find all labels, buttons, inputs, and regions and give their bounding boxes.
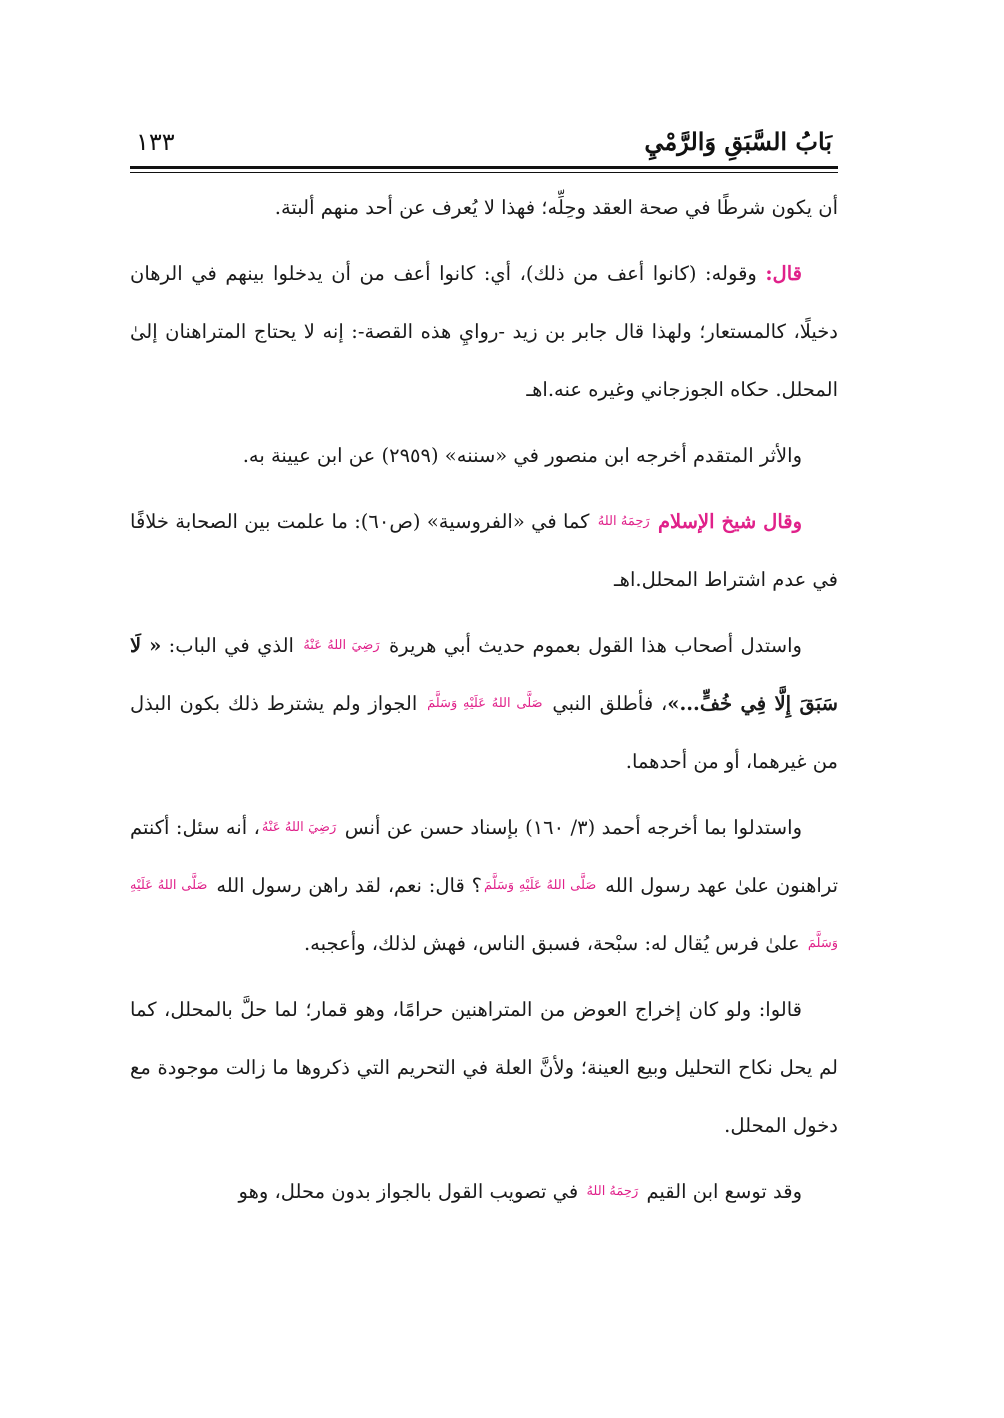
paragraph-text: علىٰ فرس يُقال له: سبْحة، فسبق الناس، فهش لذلك، وأعجبه. [303, 932, 806, 955]
page-body [130, 179, 838, 1221]
paragraph-istidlal-1 [130, 617, 838, 791]
honorific-glyph: رَضِيَ اللهُ عَنْهُ [261, 820, 337, 835]
paragraph-text: الذي في الباب: [161, 634, 302, 657]
paragraph-text: ؟ قال: نعم، لقد راهن رسول الله [216, 874, 482, 897]
page-header [130, 110, 838, 156]
header-rule-thin [130, 172, 838, 173]
paragraph-qala [130, 245, 838, 419]
paragraph-text: والأثر المتقدم أخرجه ابن منصور في «سننه» (٢٩٥٩) عن ابن عيينة به. [242, 444, 802, 467]
paragraph-text: كما في «الفروسية» (ص٦٠): ما علمت بين الصحابة خلافًا في عدم اشتراط المحلل.اهـ [130, 510, 838, 591]
document-page [130, 110, 838, 1229]
page-number: ١٣٣ [136, 128, 175, 156]
paragraph-shaykh-islam [130, 493, 838, 609]
paragraph-text: في تصويب القول بالجواز بدون محلل، وهو [238, 1180, 585, 1203]
paragraph-athar [130, 427, 838, 485]
paragraph-qalu [130, 981, 838, 1155]
honorific-glyph: صَلَّى اللهُ عَلَيْهِ وَسَلَّمَ [483, 878, 597, 893]
paragraph-istidlal-2 [130, 799, 838, 973]
paragraph-text: وقد توسع ابن القيم [646, 1180, 802, 1203]
honorific-glyph: رَحِمَهُ اللهُ [597, 514, 650, 529]
paragraph-text: ، أنه سئل: أكنتم تراهنون علىٰ عهد رسول الله [130, 816, 839, 897]
paragraph-text: وقوله: (كانوا أعف من ذلك)، أي: كانوا أعف من أن يدخلوا بينهم في الرهان دخيلًا، كالمستعار؛ ولهذا قال جابر بن زيد -روايِ هذه القصة-: إنه لا يحتاج المتراهنان إلىٰ المحلل. حكاه الجوزجاني وغيره عنه.اهـ [130, 262, 838, 401]
honorific-glyph: صَلَّى اللهُ عَلَيْهِ وَسَلَّمَ [427, 696, 543, 711]
paragraph-text: واستدل أصحاب هذا القول بعموم حديث أبي هريرة [388, 634, 802, 657]
paragraph-text: أن يكون شرطًا في صحة العقد وحِلِّه؛ فهذا لا يُعرف عن أحد منهم ألبتة. [274, 196, 838, 219]
paragraph-text: واستدلوا بما أخرجه أحمد (٣/ ١٦٠) بإسناد حسن عن أنس [344, 816, 802, 839]
honorific-glyph: رَحِمَهُ اللهُ [586, 1184, 639, 1199]
honorific-glyph: رَضِيَ اللهُ عَنْهُ [303, 638, 380, 653]
honorific-glyph: صَلَّى اللهُ عَلَيْهِ وَسَلَّمَ [130, 878, 838, 951]
hadith-quote: « لَا سَبَقَ إِلَّا فِي خُفٍّ...» [130, 634, 838, 715]
paragraph-ibn-qayyim [130, 1163, 838, 1221]
header-rule-thick [130, 166, 838, 169]
speaker-label: وقال شيخ الإسلام [657, 510, 803, 533]
speaker-label: قال: [765, 262, 802, 285]
paragraph-text: قالوا: ولو كان إخراج العوض من المتراهنين حرامًا، وهو قمار؛ لما حلَّ بالمحلل، كما لم يحل نكاح التحليل وبيع العينة؛ ولأنَّ العلة في التحريم التي ذكروها ما زالت موجودة مع دخول المحلل. [130, 998, 838, 1137]
paragraph-continuation [130, 179, 838, 237]
paragraph-text: ، فأطلق النبي [552, 692, 668, 715]
chapter-title: بَابُ السَّبَقِ وَالرَّمْيِ [644, 127, 832, 156]
paragraph-text: الجواز ولم يشترط ذلك بكون البذل من غيرهما، أو من أحدهما. [130, 692, 838, 773]
